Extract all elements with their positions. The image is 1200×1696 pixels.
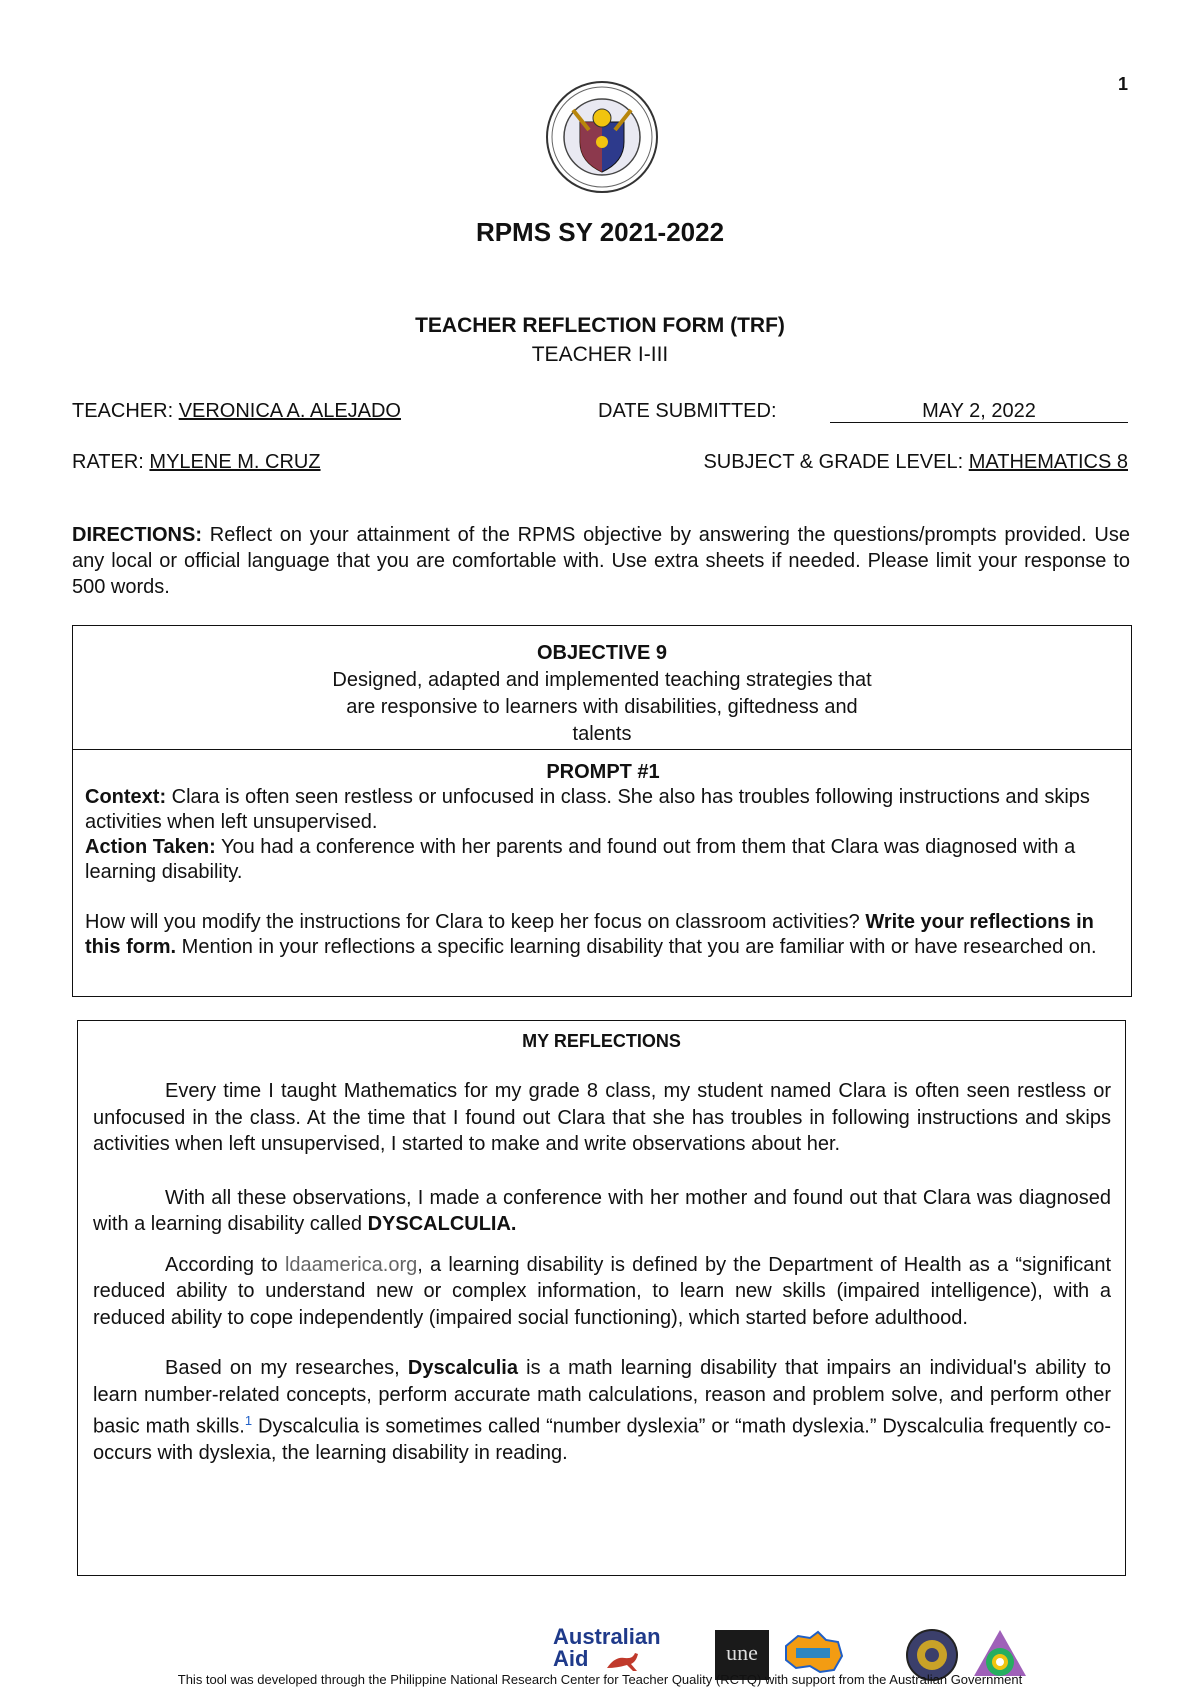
directions-paragraph [72, 522, 1130, 600]
document-title: RPMS SY 2021-2022 [475, 217, 725, 247]
page-number: 1 [1117, 74, 1128, 94]
teacher-name: VERONICA A. ALEJADO [178, 400, 401, 422]
kangaroo-icon [605, 1650, 645, 1672]
une-logo: une [715, 1630, 769, 1680]
aid-line-2: Aid [553, 1646, 589, 1671]
p2-text: With all these observations, I made a conference with her mother and found out that Clara was diagnosed with a learning disability called [93, 1186, 1111, 1235]
reflection-paragraph-1: Every time I taught Mathematics for my grade 8 class, my student named Clara is often seen restless or unfocused in the class. At the time that I found out Clara that she has troubles in following instructions and skips activities when left unsupervised, I started to make and write observations about her. [93, 1080, 1111, 1155]
aid-line-1: Australian [553, 1624, 661, 1649]
objective-section [73, 626, 1131, 750]
smera-australia-map-logo [780, 1628, 846, 1678]
reflection-paragraph-3 [93, 1252, 1111, 1332]
reflections-body [78, 1078, 1125, 1467]
prompt-section [73, 750, 1131, 960]
action-text: You had a conference with her parents and found out from them that Clara was diagnosed with a learning disability. [85, 836, 1076, 883]
p4-mid: is a math learning disability that impairs an individual's ability to learn number-related concepts, perform accurate math calculations, reason and problem solve, and perform other basic math skills. [93, 1357, 1112, 1438]
objective-line-3: talents [572, 723, 632, 745]
reflections-heading: MY REFLECTIONS [522, 1031, 681, 1051]
subject-value: MATHEMATICS 8 [968, 451, 1128, 473]
reflection-paragraph-2 [93, 1185, 1111, 1238]
teacher-label: TEACHER: [72, 400, 179, 422]
question-tail: Mention in your reflections a specific learning disability that you are familiar with or have researched on. [176, 936, 1097, 958]
prompt-context [85, 785, 1121, 835]
ldaamerica-link[interactable]: ldaamerica.org [284, 1253, 418, 1276]
footer-credit: This tool was developed through the Philippine National Research Center for Teacher Quality (RCTQ) with support from the Australian Government [177, 1672, 1023, 1687]
p4-post: Dyscalculia is sometimes called “number dyslexia” or “math dyslexia.” Dyscalculia frequently co-occurs with dyslexia, the learning disability in reading. [93, 1415, 1111, 1465]
context-label: Context: [85, 786, 167, 808]
directions-label: DIRECTIONS: [72, 524, 202, 546]
objective-prompt-box [72, 625, 1132, 997]
rater-name: MYLENE M. CRUZ [149, 451, 321, 473]
directions-text: Reflect on your attainment of the RPMS objective by answering the questions/prompts provided. Use any local or official language that you are comfortable with. Use extra sheets if needed. Please limit your response to 500 words. [72, 524, 1130, 598]
form-title: TEACHER REFLECTION FORM (TRF) [415, 314, 785, 337]
p4-bold: Dyscalculia [407, 1357, 518, 1379]
rater-field [72, 451, 321, 474]
objective-line-1: Designed, adapted and implemented teaching strategies that [332, 669, 872, 691]
action-label: Action Taken: [85, 836, 216, 858]
reflections-box [77, 1020, 1126, 1576]
prompt-heading: PROMPT #1 [546, 761, 660, 783]
date-submitted: MAY 2, 2022 [830, 400, 1128, 423]
subject-field [703, 451, 1128, 474]
form-subtitle: TEACHER I-III [531, 343, 669, 366]
question-bold: Write your reflections in this form. [85, 911, 1094, 958]
prompt-question [85, 910, 1121, 960]
objective-line-2: are responsive to learners with disabilities, giftedness and [346, 696, 858, 718]
prompt-action [85, 835, 1121, 885]
context-text: Clara is often seen restless or unfocused in class. She also has troubles following instructions and skips activities when left unsupervised. [85, 786, 1090, 833]
teacher-field [72, 400, 401, 423]
footnote-ref[interactable]: 1 [244, 1413, 253, 1428]
question-text: How will you modify the instructions for Clara to keep her focus on classroom activities? [85, 911, 866, 933]
p3-post: , a learning disability is defined by the Department of Health as a “significant reduced ability to understand new or complex information, to learn new skills (impaired intelligence), with a reduced ability to cope independently (impaired social functioning), which started before adulthood. [93, 1253, 1111, 1329]
rater-label: RATER: [72, 451, 150, 473]
subject-label: SUBJECT & GRADE LEVEL: [703, 451, 969, 473]
p3-pre: According to [165, 1253, 285, 1276]
p4-pre: Based on my researches, [165, 1357, 408, 1379]
objective-heading: OBJECTIVE 9 [536, 642, 668, 664]
date-field [830, 400, 1128, 423]
reflection-paragraph-4 [93, 1355, 1111, 1467]
date-label: DATE SUBMITTED: [598, 400, 777, 422]
p2-bold: DYSCALCULIA. [367, 1213, 517, 1235]
deped-seal-logo [545, 80, 659, 194]
